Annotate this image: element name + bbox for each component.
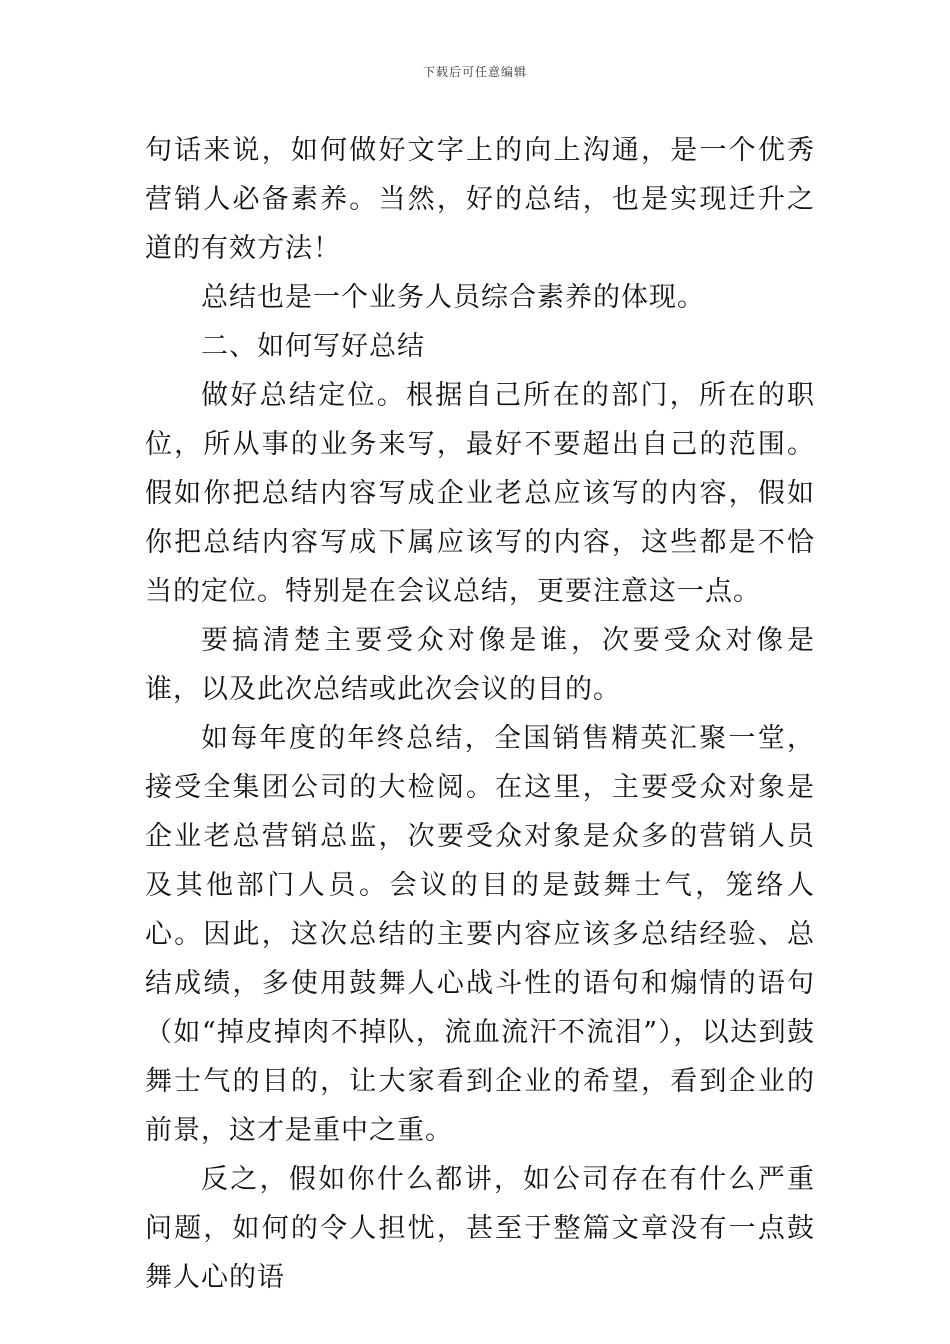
- section-heading: 二、如何写好总结: [201, 331, 425, 362]
- paragraph-continuation: 句话来说，如何做好文字上的向上沟通，是一个优秀营销人必备素养。当然，好的总结，也是实现迁升之道的有效方法！: [145, 135, 815, 264]
- paragraph-annual-example: 如每年度的年终总结，全国销售精英汇聚一堂，接受全集团公司的大检阅。在这里，主要受众对象是企业老总营销总监，次要受众对象是众多的营销人员及其他部门人员。会议的目的是鼓舞士气，笼络人心。因此，这次总结的主要内容应该多总结经验、总结成绩，多使用鼓舞人心战斗性的语句和煽情的语句（如“掉皮掉肉不掉队，流血流汗不流泪”），以达到鼓舞士气的目的，让大家看到企业的希望，看到企业的前景，这才是重中之重。: [145, 723, 815, 1146]
- paragraph-counter-example: 反之，假如你什么都讲，如公司存在有什么严重问题，如何的令人担忧，甚至于整篇文章没有一点鼓舞人心的语: [145, 1164, 815, 1293]
- paragraph-positioning: 做好总结定位。根据自己所在的部门，所在的职位，所从事的业务来写，最好不要超出自己的范围。假如你把总结内容写成企业老总应该写的内容，假如你把总结内容写成下属应该写的内容，这些都是不恰当的定位。特别是在会议总结，更要注意这一点。: [145, 380, 815, 607]
- page-header: 下载后可任意编辑: [422, 65, 527, 79]
- document-body: [145, 126, 815, 1302]
- paragraph-summary-quality: 总结也是一个业务人员综合素养的体现。: [201, 282, 705, 313]
- paragraph-audience: 要搞清楚主要受众对像是谁，次要受众对像是谁，以及此次总结或此次会议的目的。: [145, 625, 815, 705]
